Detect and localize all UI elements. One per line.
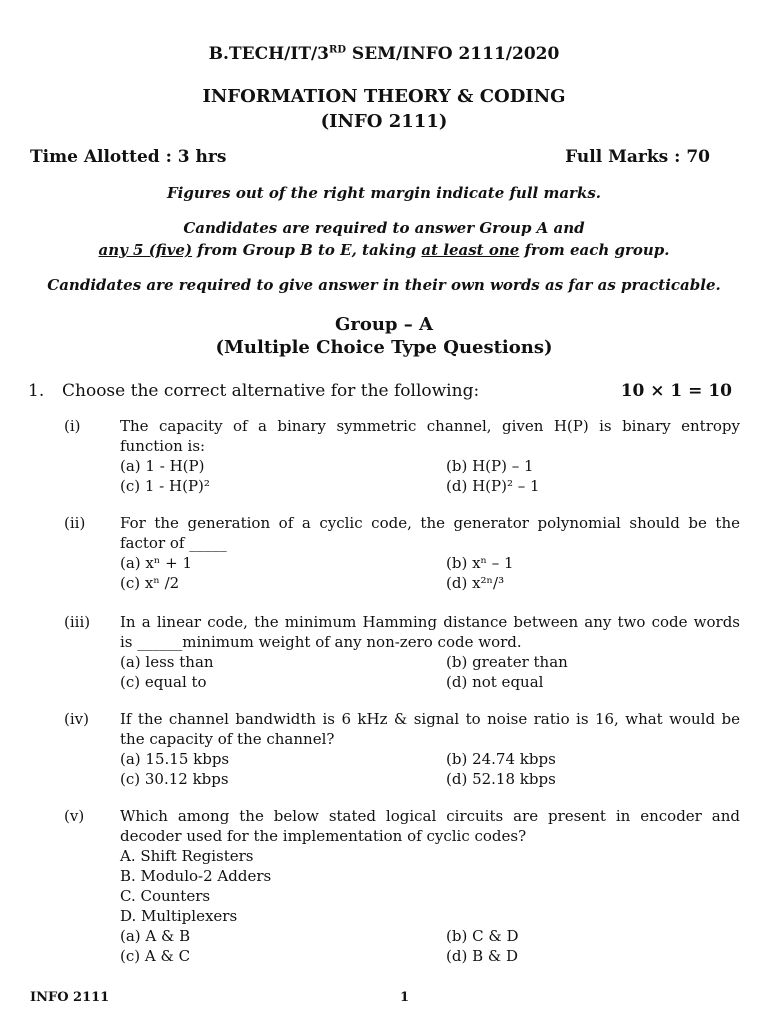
option-b: (b) xⁿ – 1 xyxy=(446,554,514,572)
options-row xyxy=(120,476,740,496)
option-c: (c) 1 - H(P)² xyxy=(120,477,210,495)
option-d: (d) not equal xyxy=(446,673,544,691)
instruction-margin-marks: Figures out of the right margin indicate full marks. xyxy=(166,184,602,202)
option-d: (d) B & D xyxy=(446,947,519,965)
option-c: (c) 30.12 kbps xyxy=(120,770,229,788)
footer-course-code: INFO 2111 xyxy=(30,990,110,1005)
option-d: (d) 52.18 kbps xyxy=(446,770,556,788)
option-c: (c) A & C xyxy=(120,947,191,965)
option-a: (a) less than xyxy=(120,653,214,671)
circuit-list-item: D. Multiplexers xyxy=(120,907,238,925)
subquestion-number: (iv) xyxy=(64,710,89,728)
subquestion-number: (iii) xyxy=(64,613,91,631)
course-code-part2: SEM/INFO 2111/2020 xyxy=(346,44,560,64)
subquestion-number: (v) xyxy=(64,807,85,825)
options-row xyxy=(120,749,740,769)
circuit-list-item: A. Shift Registers xyxy=(120,847,254,865)
options-row xyxy=(120,926,740,946)
page-number: 1 xyxy=(400,990,410,1005)
option-a: (a) 1 - H(P) xyxy=(120,457,205,475)
subquestion-text: If the channel bandwidth is 6 kHz & signal to noise ratio is 16, what would be the capacity of the channel? xyxy=(120,710,740,748)
option-b: (b) greater than xyxy=(446,653,568,671)
options-row xyxy=(120,946,740,966)
options-row xyxy=(120,553,740,573)
option-a: (a) 15.15 kbps xyxy=(120,750,230,768)
subquestion-text: The capacity of a binary symmetric channel, given H(P) is binary entropy function is: xyxy=(120,417,740,455)
question-text: Choose the correct alternative for the following: xyxy=(62,381,480,401)
options-row xyxy=(120,456,740,476)
option-a: (a) A & B xyxy=(120,927,191,945)
instruction-at-least-one: at least one xyxy=(421,241,520,259)
group-heading: Group – A xyxy=(334,314,434,335)
option-d: (d) H(P)² – 1 xyxy=(446,477,540,495)
options-row xyxy=(120,573,740,593)
group-subtitle: (Multiple Choice Type Questions) xyxy=(215,337,553,358)
course-code-part1: B.TECH/IT/3 xyxy=(208,44,330,64)
option-b: (b) C & D xyxy=(446,927,519,945)
subquestion-text: For the generation of a cyclic code, the generator polynomial should be the factor of _____ xyxy=(120,514,740,552)
subquestion-number: (ii) xyxy=(64,514,86,532)
paper-title: INFORMATION THEORY & CODING xyxy=(202,86,566,107)
options-row xyxy=(120,652,740,672)
subquestion-text: In a linear code, the minimum Hamming distance between any two code words is ______minimum weight of any non-zero code word. xyxy=(120,613,740,651)
option-b: (b) H(P) – 1 xyxy=(446,457,534,475)
circuit-list-item: C. Counters xyxy=(120,887,211,905)
option-a: (a) xⁿ + 1 xyxy=(120,554,193,572)
instruction-group-selection xyxy=(0,241,768,259)
instruction-mid-text: from Group B to E, taking xyxy=(192,241,422,259)
subquestion-number: (i) xyxy=(64,417,81,435)
circuit-list-item: B. Modulo-2 Adders xyxy=(120,867,272,885)
instruction-answer-group-a: Candidates are required to answer Group A and xyxy=(183,219,585,237)
option-c: (c) xⁿ /2 xyxy=(120,574,180,592)
instruction-end-text: from each group. xyxy=(519,241,670,259)
subquestion-text: Which among the below stated logical circuits are present in encoder and decoder used for the implementation of cyclic codes? xyxy=(120,807,740,845)
instruction-own-words: Candidates are required to give answer in their own words as far as practicable. xyxy=(47,276,721,294)
option-d: (d) x²ⁿ/³ xyxy=(446,574,505,592)
options-row xyxy=(120,769,740,789)
subject-code: (INFO 2111) xyxy=(320,111,448,132)
course-code-superscript: RD xyxy=(329,44,346,56)
instruction-any-five: any 5 (five) xyxy=(98,241,193,259)
question-number: 1. xyxy=(28,381,45,401)
option-c: (c) equal to xyxy=(120,673,207,691)
question-marks: 10 × 1 = 10 xyxy=(620,381,732,401)
time-allotted: Time Allotted : 3 hrs xyxy=(30,147,227,167)
options-row xyxy=(120,672,740,692)
option-b: (b) 24.74 kbps xyxy=(446,750,556,768)
course-code xyxy=(0,44,768,64)
full-marks: Full Marks : 70 xyxy=(565,147,710,167)
